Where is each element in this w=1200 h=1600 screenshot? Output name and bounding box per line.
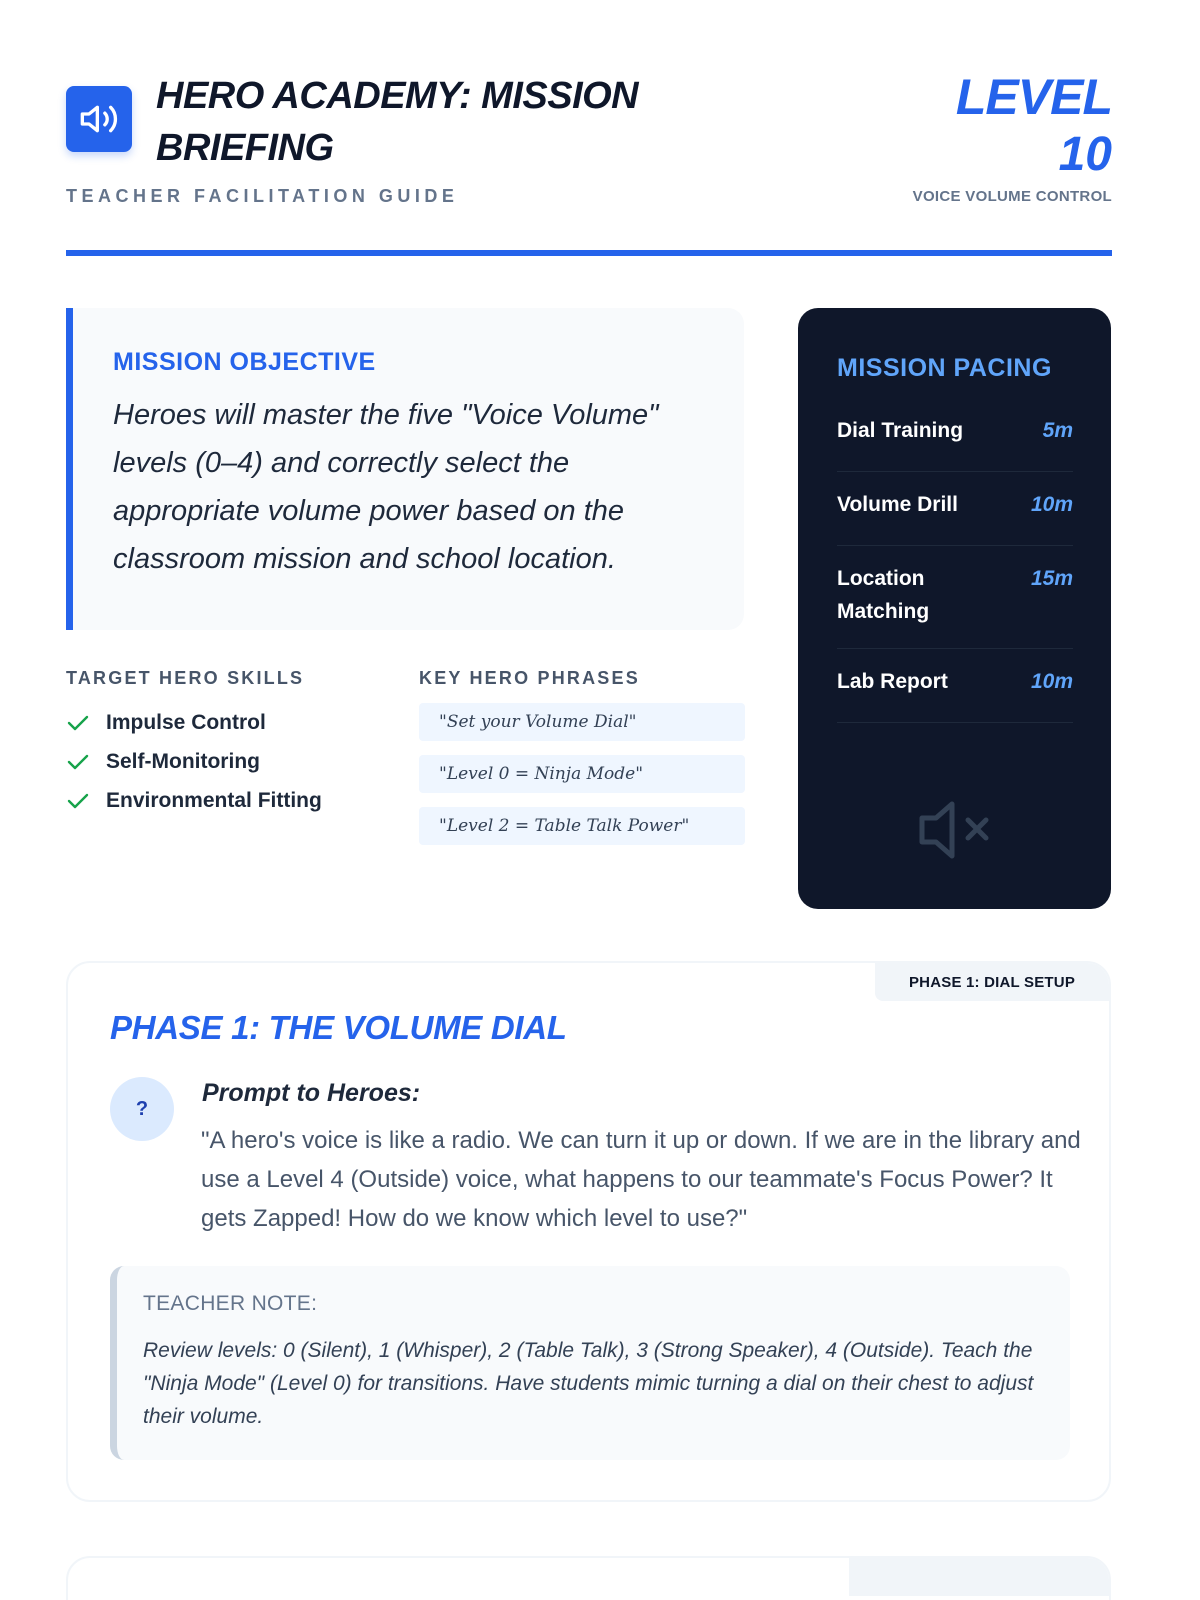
check-icon	[66, 791, 92, 811]
prompt-text: "A hero's voice is like a radio. We can turn it up or down. If we are in the library and use a Level 4 (Outside) voice, what happens to our teammate's Focus Power? It gets Zapped! How do we know which level to use?"	[201, 1127, 1081, 1232]
pacing-time: 5m	[1042, 419, 1073, 442]
phrase-item: "Level 2 = Table Talk Power"	[419, 807, 745, 845]
skill-item	[66, 781, 386, 820]
mission-objective-panel	[66, 308, 744, 630]
pacing-row	[837, 398, 1073, 472]
question-badge: ?	[110, 1077, 174, 1141]
header-divider	[66, 250, 1112, 256]
pacing-label: Lab Report	[837, 670, 948, 693]
skill-item	[66, 703, 386, 742]
skill-label: Self-Monitoring	[106, 749, 260, 773]
phrases-heading: KEY HERO PHRASES	[419, 668, 640, 688]
teacher-note	[110, 1266, 1070, 1460]
prompt-label: Prompt to Heroes:	[202, 1079, 421, 1107]
skill-label: Environmental Fitting	[106, 788, 322, 812]
teacher-note-heading: TEACHER NOTE:	[143, 1292, 318, 1315]
pacing-label: Dial Training	[837, 419, 964, 442]
key-phrases	[419, 668, 745, 859]
phase-2-card	[66, 1556, 1111, 1600]
pacing-time: 10m	[1030, 670, 1073, 693]
phase-title: PHASE 1: THE VOLUME DIAL	[110, 1009, 567, 1046]
target-skills	[66, 668, 386, 820]
page-subtitle: TEACHER FACILITATION GUIDE	[66, 186, 459, 206]
teacher-note-text: Review levels: 0 (Silent), 1 (Whisper), 2 (Table Talk), 3 (Strong Speaker), 4 (Outside). Teach the "Ninja Mode" (Level 0) for transitions. Have students mimic turning a dial on their chest to adjust their volume.	[143, 1339, 1034, 1428]
pacing-heading: MISSION PACING	[837, 354, 1052, 382]
pacing-label: Volume Drill	[837, 493, 958, 516]
objective-text: Heroes will master the five "Voice Volume" levels (0–4) and correctly select the appropriate volume power based on the classroom mission and school location.	[113, 399, 659, 575]
skill-label: Impulse Control	[106, 710, 266, 734]
phrase-item: "Level 0 = Ninja Mode"	[419, 755, 745, 793]
logo	[66, 86, 132, 152]
skills-heading: TARGET HERO SKILLS	[66, 668, 305, 688]
objective-heading: MISSION OBJECTIVE	[113, 348, 376, 376]
check-icon	[66, 713, 92, 733]
check-icon	[66, 752, 92, 772]
phase-tag	[849, 1558, 1109, 1596]
pacing-row	[837, 649, 1073, 723]
level-label: LEVEL	[955, 69, 1112, 125]
page-header	[66, 60, 1112, 256]
pacing-time: 10m	[1030, 493, 1073, 516]
pacing-row	[837, 472, 1073, 546]
phase-tag: PHASE 1: DIAL SETUP	[875, 963, 1109, 1001]
phrase-item: "Set your Volume Dial"	[419, 703, 745, 741]
pacing-label: Location Matching	[837, 567, 930, 623]
pacing-time: 15m	[1030, 567, 1073, 590]
pacing-row	[837, 546, 1073, 649]
skill-item	[66, 742, 386, 781]
mute-icon	[918, 798, 994, 862]
level-caption: VOICE VOLUME CONTROL	[912, 188, 1112, 205]
phase-1-card	[66, 961, 1111, 1502]
level-number: 10	[1058, 128, 1112, 181]
page-title: HERO ACADEMY: MISSION BRIEFING	[156, 75, 639, 169]
speaker-icon	[79, 99, 119, 139]
